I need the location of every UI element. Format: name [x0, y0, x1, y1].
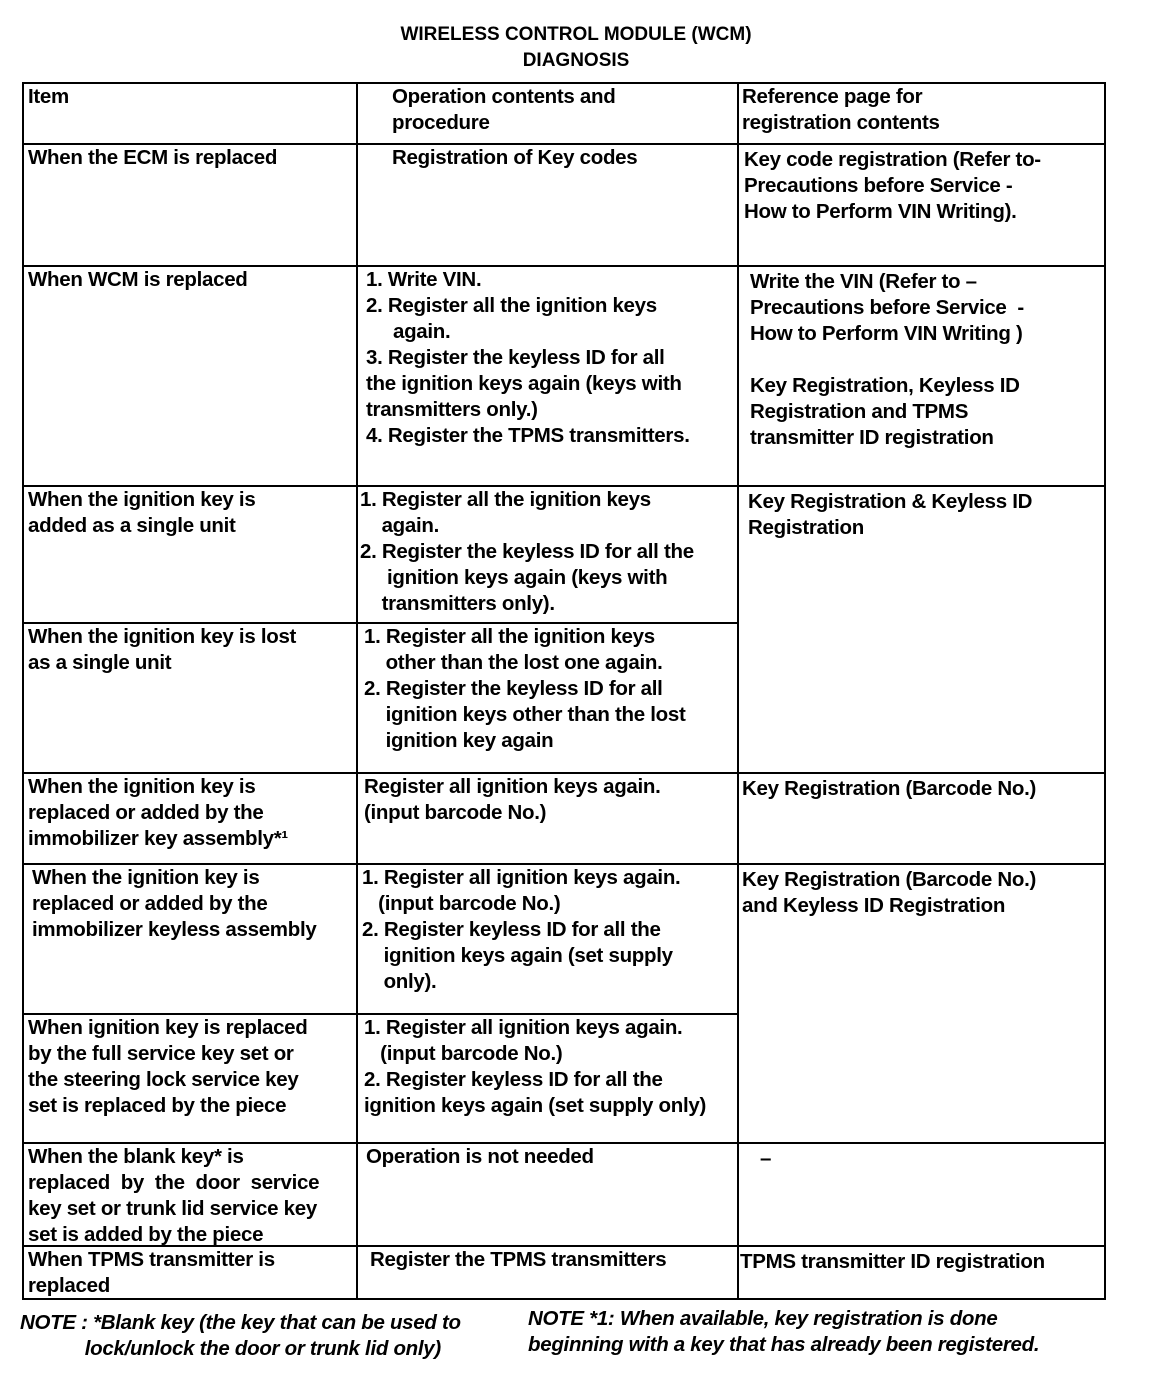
operation-cell: Register the TPMS transmitters [370, 1248, 667, 1271]
item-cell: When the ignition key is replaced or added by the immobilizer key assembly*¹ [28, 775, 288, 850]
column-header: Item [28, 85, 69, 108]
document-subtitle: DIAGNOSIS [522, 50, 630, 71]
reference-cell: Write the VIN (Refer to – Precautions before Service - How to Perform VIN Writing ) Key Registration, Keyless ID Registration and TPMS transmitter ID registration [750, 270, 1024, 449]
item-cell: When WCM is replaced [28, 268, 248, 291]
item-cell: When ignition key is replaced by the full service key set or the steering lock service key set is replaced by the piece [28, 1016, 308, 1117]
operation-cell: 1. Register all the ignition keys again. 2. Register the keyless ID for all the ignition keys again (keys with transmitters only). [360, 488, 694, 615]
item-cell: When the blank key* is replaced by the door service key set or trunk lid service key set is added by the piece [28, 1145, 320, 1246]
document-title: WIRELESS CONTROL MODULE (WCM) [400, 24, 752, 45]
column-header: Reference page for registration contents [742, 85, 940, 134]
note-key-registration: NOTE *1: When available, key registration is done beginning with a key that has already been registered. [528, 1307, 1040, 1356]
item-cell: When the ignition key is added as a single unit [28, 488, 256, 537]
reference-cell: – [760, 1147, 772, 1170]
operation-cell: Register all ignition keys again. (input barcode No.) [364, 775, 661, 824]
item-cell: When the ignition key is replaced or added by the immobilizer keyless assembly [32, 866, 317, 941]
column-header: Operation contents and procedure [392, 85, 616, 134]
reference-cell: TPMS transmitter ID registration [740, 1250, 1045, 1273]
note-blank-key: NOTE : *Blank key (the key that can be used to lock/unlock the door or trunk lid only) [20, 1311, 461, 1360]
item-cell: When the ECM is replaced [28, 146, 278, 169]
operation-cell: Registration of Key codes [392, 146, 638, 169]
reference-cell: Key Registration & Keyless ID Registration [748, 490, 1033, 539]
item-cell: When TPMS transmitter is replaced [28, 1248, 275, 1297]
operation-cell: 1. Register all the ignition keys other than the lost one again. 2. Register the keyless ID for all ignition keys other than the lost ignition key again [364, 625, 686, 752]
reference-cell: Key Registration (Barcode No.) [742, 777, 1036, 800]
operation-cell: 1. Register all ignition keys again. (input barcode No.) 2. Register keyless ID for all the ignition keys again (set supply only) [364, 1016, 707, 1117]
operation-cell: 1. Register all ignition keys again. (input barcode No.) 2. Register keyless ID for all the ignition keys again (set supply only). [362, 866, 681, 993]
operation-cell: 1. Write VIN. 2. Register all the ignition keys again. 3. Register the keyless ID for all the ignition keys again (keys with transmitters only.) 4. Register the TPMS transmitters. [366, 268, 690, 447]
reference-cell: Key code registration (Refer to- Precautions before Service - How to Perform VIN Writing). [744, 148, 1041, 223]
item-cell: When the ignition key is lost as a single unit [28, 625, 297, 674]
reference-cell: Key Registration (Barcode No.) and Keyless ID Registration [742, 868, 1036, 917]
operation-cell: Operation is not needed [366, 1145, 594, 1168]
